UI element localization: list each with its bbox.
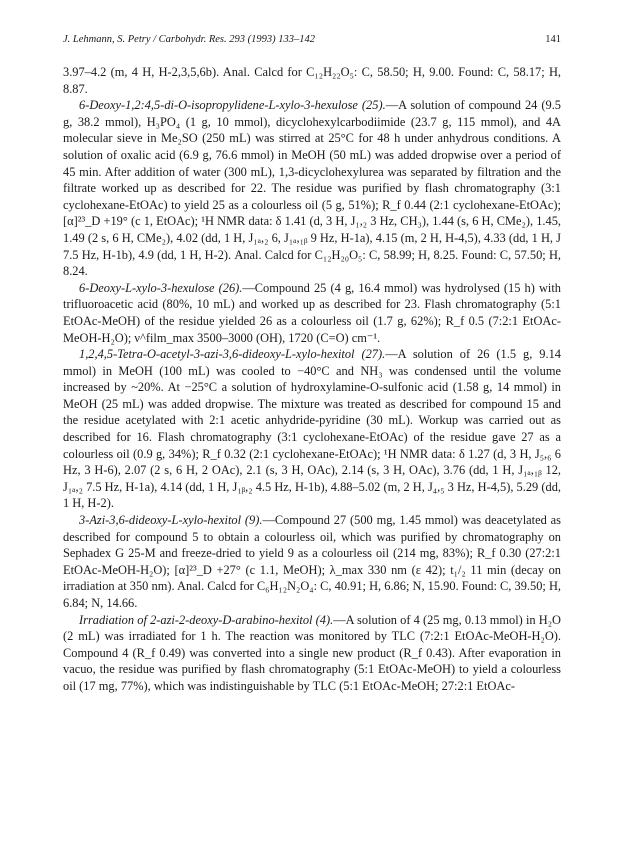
paragraph-text: 3.97–4.2 (m, 4 H, H-2,3,5,6b). Anal. Calcd for C₁₂H₂₂O₅: C, 58.50; H, 9.00. Found: C, 58.17; H, 8.87.	[63, 65, 561, 96]
running-header	[63, 34, 561, 50]
paragraph-compound-26	[63, 280, 561, 346]
paragraph-irradiation-4	[63, 612, 561, 695]
article-body	[63, 64, 561, 695]
paragraph-heading: 1,2,4,5-Tetra-O-acetyl-3-azi-3,6-dideoxy-L-xylo-hexitol (27).	[79, 347, 386, 362]
paragraph-text: —Compound 27 (500 mg, 1.45 mmol) was deacetylated as described for compound 5 to obtain a colourless oil, which was purified by chromatography on Sephadex G 25-M and freeze-dried to yield 9 as a colourless oil (214 mg, 83%); R_f 0.30 (27:2:1 EtOAc-MeOH-H₂O); [α]²³_D +27° (c 1.1, MeOH); λ_max 330 nm (ε 42); t₁/₂ 11 min (decay on irradiation at 350 nm). Anal. Calcd for C₆H₁₂N₂O₄: C, 40.91; H, 6.86; N, 15.90. Found: C, 39.50; H, 6.84; N, 14.66.	[63, 513, 561, 610]
paragraph-heading: 6-Deoxy-L-xylo-3-hexulose (26).	[79, 280, 243, 295]
paragraph-heading: 3-Azi-3,6-dideoxy-L-xylo-hexitol (9).	[79, 513, 263, 528]
paragraph-heading: Irradiation of 2-azi-2-deoxy-D-arabino-hexitol (4).	[79, 612, 334, 627]
paragraph-compound-25	[63, 97, 561, 280]
running-head-citation: J. Lehmann, S. Petry / Carbohydr. Res. 293 (1993) 133–142	[63, 34, 315, 45]
paragraph-compound-27	[63, 346, 561, 512]
paragraph-compound-9	[63, 512, 561, 612]
paragraph-heading: 6-Deoxy-1,2:4,5-di-O-isopropylidene-L-xylo-3-hexulose (25).	[79, 98, 386, 113]
paragraph-text: —A solution of compound 24 (9.5 g, 38.2 mmol), H₃PO₄ (1 g, 10 mmol), dicyclohexylcarbodiimide (23.7 g, 115 mmol), and 4A molecular sieve in Me₂SO (250 mL) was stirred at 25°C for 48 h under anhydrous conditions. A solution of oxalic acid (6.9 g, 76.6 mmol) in MeOH (50 mL) was added dropwise over a period of 45 min. After addition of water (300 mL), 1,3-dicyclohexylurea was separated by filtration and the filtrate worked up as described for 22. The residue was purified by flash chromatography (3:1 cyclohexane-EtOAc) to yield 25 as a colourless oil (5 g, 51%); R_f 0.44 (2:1 cyclohexane-EtOAc); [α]²³_D +19° (c 1, EtOAc); ¹H NMR data: δ 1.41 (d, 3 H, J₁,₂ 3 Hz, CH₃), 1.44 (s, 6 H, CMe₂), 1.45, 1.49 (2 s, 6 H, CMe₂), 4.02 (dd, 1 H, J₁ₐ,₂ 6, J₁ₐ,₁ᵦ 9 Hz, H-1a), 4.15 (m, 2 H, H-4,5), 4.33 (dd, 1 H, J 7.5 Hz, H-1b), 4.9 (dd, 1 H, H-2). Anal. Calcd for C₁₂H₂₀O₅: C, 58.99; H, 8.25. Found: C, 57.50; H, 8.24.	[63, 98, 561, 279]
paragraph-text: —Compound 25 (4 g, 16.4 mmol) was hydrolysed (15 h) with trifluoroacetic acid (80%, 10 mL) and worked up as described for 23. Flash chromatography (5:1 EtOAc-MeOH) of the residue yielded 26 as a colourless oil (1.7 g, 62%); R_f 0.5 (7:2:1 EtOAc-MeOH-H₂O); ν^film_max 3500–3000 (OH), 1720 (C=O) cm⁻¹.	[63, 280, 561, 345]
paragraph-text: —A solution of 26 (1.5 g, 9.14 mmol) in MeOH (100 mL) was cooled to −40°C and NH₃ was condensed until the volume increased by ~20%. At −25°C a solution of hydroxylamine-O-sulfonic acid (1.58 g, 14 mmol) in MeOH (25 mL) was added dropwise. The mixture was treated as described for compound 15 and the residue acetylated with 2:1 acetic anhydride-pyridine (30 mL). Workup was carried out as described for 16. Flash chromatography (3:1 cyclohexane-EtOAc) of the residue gave 27 as a colourless oil (0.9 g, 34%); R_f 0.32 (2:1 cyclohexane-EtOAc); ¹H NMR data: δ 1.27 (d, 3 H, J₅,₆ 6 Hz, 3 H-6), 2.07 (2 s, 6 H, 2 OAc), 2.1 (s, 3 H, OAc), 2.14 (s, 3 H, OAc), 3.76 (dd, 1 H, J₁ₐ,₁ᵦ 12, J₁ₐ,₂ 7.5 Hz, H-1a), 4.14 (dd, 1 H, J₁ᵦ,₂ 4.5 Hz, H-1b), 4.88–5.02 (m, 2 H, J₄,₅ 3 Hz, H-4,5), 5.29 (dd, 1 H, H-2).	[63, 347, 561, 511]
paragraph-anal-continuation	[63, 64, 561, 97]
paragraph-text: —A solution of 4 (25 mg, 0.13 mmol) in H₂O (2 mL) was irradiated for 1 h. The reaction was monitored by TLC (7:2:1 EtOAc-MeOH-H₂O). Compound 4 (R_f 0.49) was converted into a single new product (R_f 0.43). After evaporation in vacuo, the residue was purified by flash chromatography (5:1 EtOAc-MeOH) to yield a colourless oil (17 mg, 77%), which was indistinguishable by TLC (5:1 EtOAc-MeOH; 27:2:1 EtOAc-	[63, 612, 561, 693]
page-number: 141	[545, 34, 561, 45]
